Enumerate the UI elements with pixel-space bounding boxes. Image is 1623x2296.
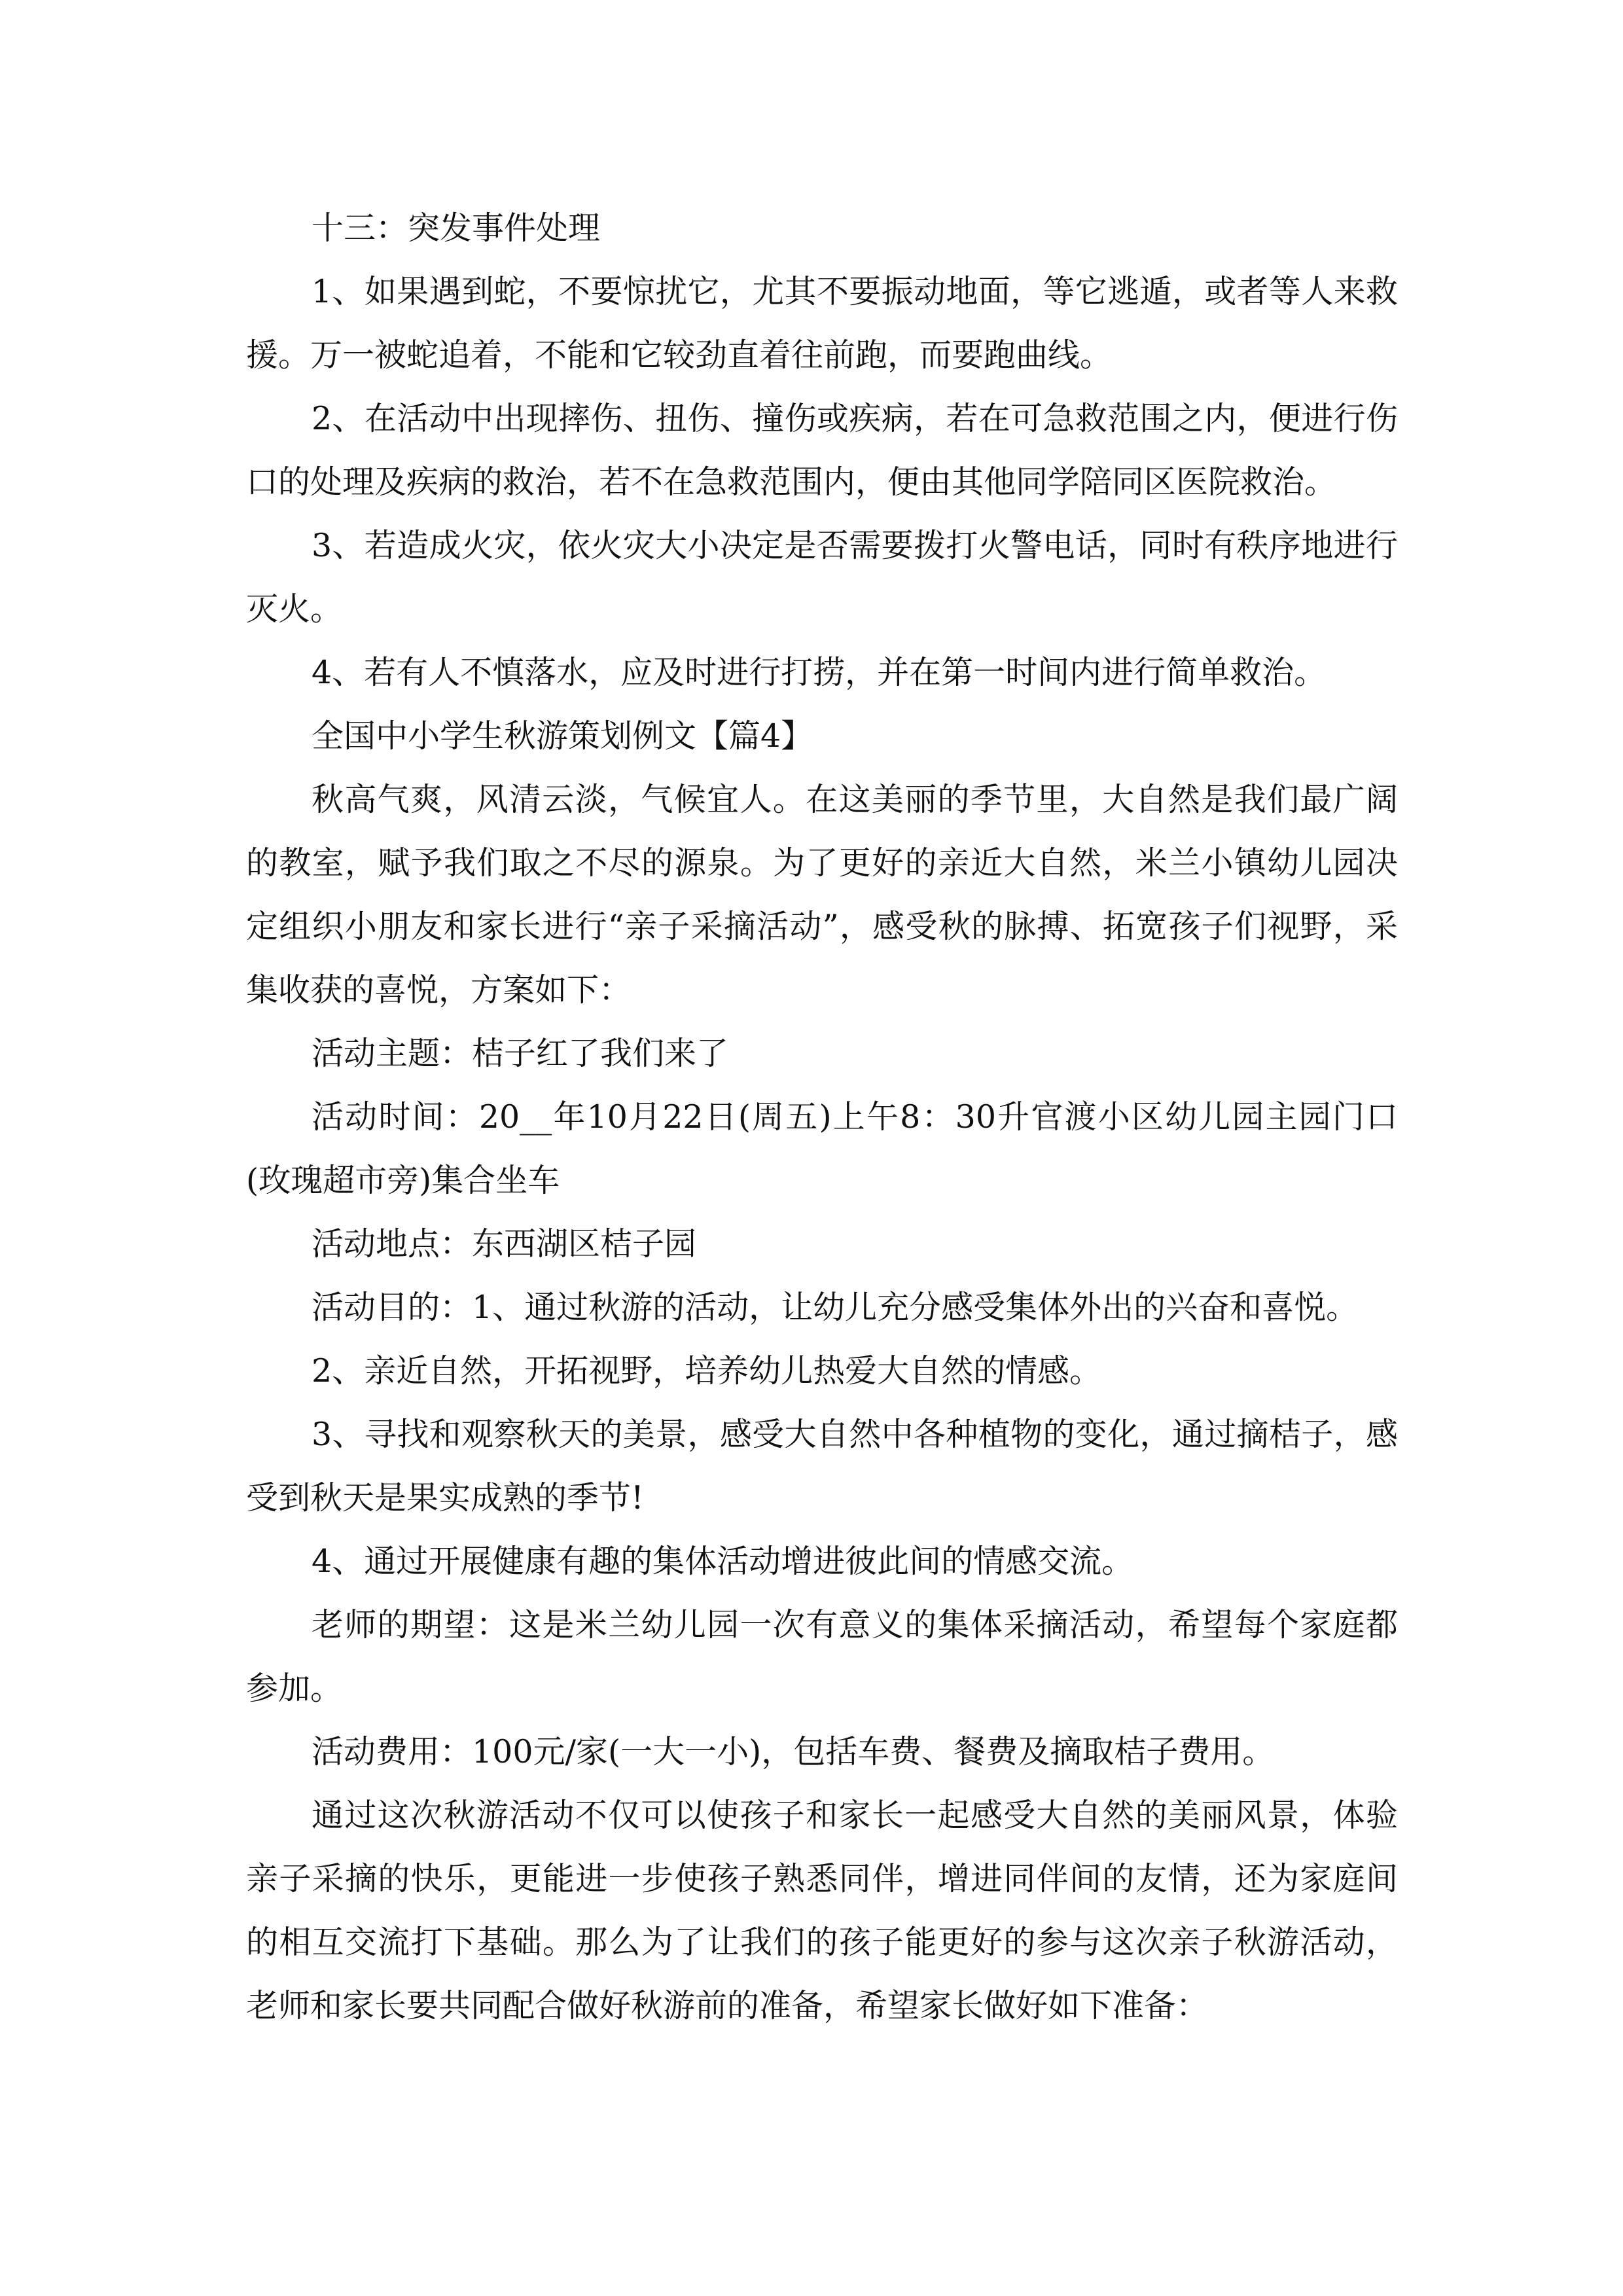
activity-time: 活动时间：20__年10月22日(周五)上午8：30升官渡小区幼儿园主园门口(玫瑰超市旁)集合坐车 [246,1098,1398,1199]
teacher-expectation: 老师的期望：这是米兰幼儿园一次有意义的集体采摘活动，希望每个家庭都参加。 [246,1606,1398,1707]
activity-location: 活动地点：东西湖区桔子园 [312,1225,697,1263]
article-title: 全国中小学生秋游策划例文【篇4】 [312,717,813,755]
activity-theme: 活动主题：桔子红了我们来了 [312,1035,729,1072]
activity-fee: 活动费用：100元/家(一大一小)，包括车费、餐费及摘取桔子费用。 [312,1733,1275,1770]
document-page [246,196,1398,2037]
emergency-item-snake: 1、如果遇到蛇，不要惊扰它，尤其不要振动地面，等它逃遁，或者等人来救援。万一被蛇追着，不能和它较劲直着往前跑，而要跑曲线。 [246,273,1398,374]
emergency-item-drowning: 4、若有人不慎落水，应及时进行打捞，并在第一时间内进行简单救治。 [312,654,1327,691]
activity-goal-3: 3、寻找和观察秋天的美景，感受大自然中各种植物的变化，通过摘桔子，感受到秋天是果实成熟的季节! [246,1416,1398,1516]
article-intro: 秋高气爽，风清云淡，气候宜人。在这美丽的季节里，大自然是我们最广阔的教室，赋予我们取之不尽的源泉。为了更好的亲近大自然，米兰小镇幼儿园决定组织小朋友和家长进行“亲子采摘活动”，感受秋的脉搏、拓宽孩子们视野，采集收获的喜悦，方案如下： [246,781,1398,1009]
emergency-item-injury: 2、在活动中出现摔伤、扭伤、撞伤或疾病，若在可急救范围之内，便进行伤口的处理及疾病的救治，若不在急救范围内，便由其他同学陪同区医院救治。 [246,400,1398,501]
emergency-item-fire: 3、若造成火灾，依火灾大小决定是否需要拨打火警电话，同时有秩序地进行灭火。 [246,527,1398,628]
closing-paragraph: 通过这次秋游活动不仅可以使孩子和家长一起感受大自然的美丽风景，体验亲子采摘的快乐，更能进一步使孩子熟悉同伴，增进同伴间的友情，还为家庭间的相互交流打下基础。那么为了让我们的孩子能更好的参与这次亲子秋游活动，老师和家长要共同配合做好秋游前的准备，希望家长做好如下准备： [246,1797,1398,2024]
activity-goal-4: 4、通过开展健康有趣的集体活动增进彼此间的情感交流。 [312,1543,1134,1580]
activity-goal-2: 2、亲近自然，开拓视野，培养幼儿热爱大自然的情感。 [312,1352,1102,1390]
activity-goal-1: 活动目的：1、通过秋游的活动，让幼儿充分感受集体外出的兴奋和喜悦。 [312,1289,1359,1326]
section-heading: 十三：突发事件处理 [312,209,601,247]
